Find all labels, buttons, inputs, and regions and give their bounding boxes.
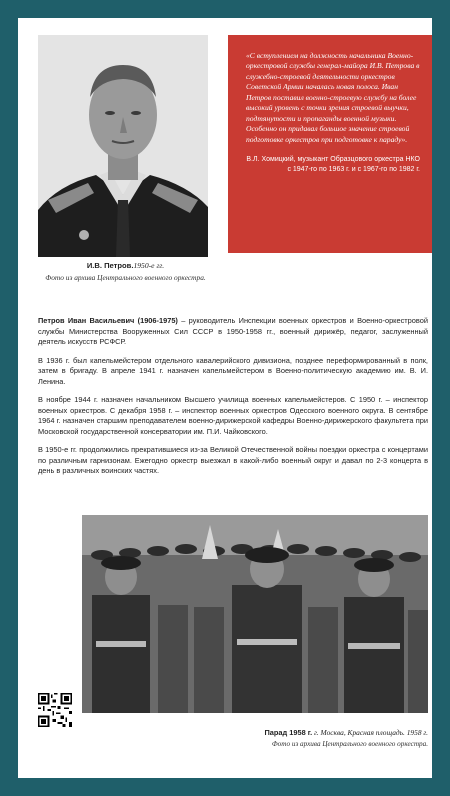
bio-paragraph-3: В ноябре 1944 г. назначен начальником Высшего училища военных капельмейстеров. С 1950 г. – инспектор военных оркестров. С декабря 1958 г. – инспектор военных оркестров Одесского военного округа. В сентябре 1964 г. назначен старшим преподавателем военно-дирижерской кафедры Военно-дирижерского факультета при Московской государственной консерватории им. П.И. Чайковского. <box>38 395 428 436</box>
bio-paragraph-2: В 1936 г. был капельмейстером отдельного кавалерийского дивизиона, позднее переформированный в полк, затем в бригаду. В апреле 1941 г. назначен капельмейстером в Военно-политическую академию им. В. И. Ленина. <box>38 355 428 386</box>
portrait-name: И.В. Петров. <box>86 261 134 270</box>
bio-paragraph-4: В 1950-е гг. продолжились прекратившиеся из-за Великой Отечественной войны поездки оркестра с концертами по различным гарнизонам. Ежегодно оркестр выезжал в какой-либо военный округ и давал по 2-3 концерта в день в различных воинских частях. <box>38 445 428 476</box>
quote-author: В.Л. Хомицкий, музыкант Образцового оркестра НКО с 1947-го по 1963 г. и с 1967-го по 1982 г. <box>246 156 420 173</box>
parade-caption-line <box>168 728 428 739</box>
portrait-caption <box>38 261 213 271</box>
portrait-source: Фото из архива Центрального военного оркестра. <box>45 273 206 282</box>
biography-text <box>38 316 428 485</box>
parade-title: Парад 1958 г. <box>264 728 313 737</box>
quote-box <box>228 35 432 253</box>
qr-code[interactable] <box>38 693 72 727</box>
portrait-date: 1950-е гг. <box>133 261 165 270</box>
bio-name: Петров Иван Васильевич (1906-1975) <box>38 316 178 325</box>
bio-paragraph-1 <box>38 316 428 348</box>
quote-text: «С вступлением на должность начальника Военно-оркестровой службы генерал-майора И.В. Петрова в служебно-строевой деятельности оркестров Советской Армии началась новая полоса. Иван Петров поставил военно-строевую службу на более высокий уровень с точки зрения строевой выучки, подтянутости и пропаганды военной музыки. Особенно он придавал большое значение строевой подготовке оркестров при подготовке к параду». <box>246 51 420 144</box>
content-panel <box>18 18 432 778</box>
bio-intro: – руководитель Инспекции военных оркестров и Военно-оркестровой службы Министерства Вооруженных Сил СССР в 1950-1958 гг., военный дирижёр, педагог, заслуженный деятель искусств РСФСР. <box>38 316 428 347</box>
parade-caption <box>168 728 428 749</box>
parade-photo <box>82 515 428 713</box>
portrait-photo <box>38 35 208 257</box>
parade-source: Фото из архива Центрального военного оркестра. <box>271 739 428 748</box>
parade-place-date: г. Москва, Красная площадь. 1958 г. <box>312 728 428 737</box>
